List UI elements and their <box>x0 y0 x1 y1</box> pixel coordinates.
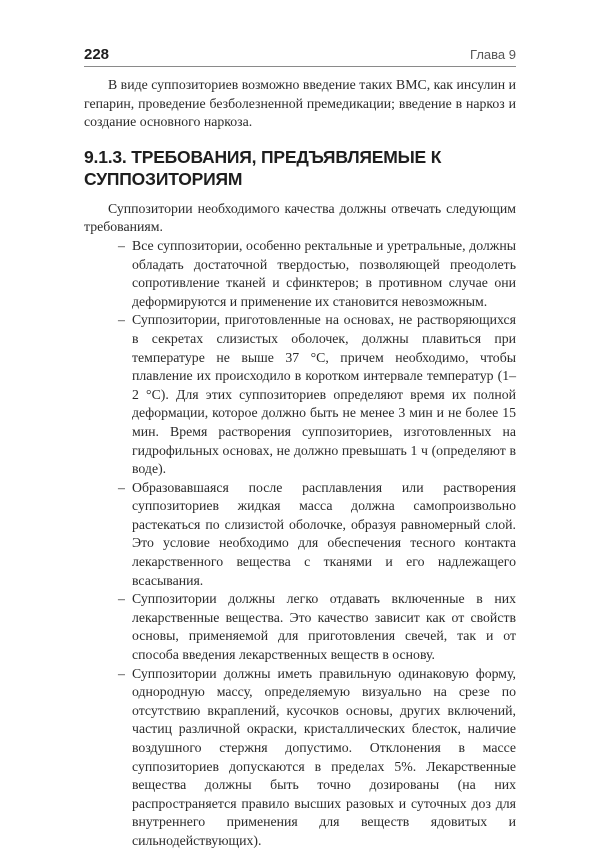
dash-bullet: – <box>118 237 125 253</box>
list-item-text: Все суппозитории, особенно ректальные и уретральные, должны обладать достаточной твердостью, позволяющей преодолеть сопротивление тканей и сфинктеров; в противном случае они деформируются и применение их становится невозможным. <box>132 237 516 309</box>
list-item <box>84 665 516 851</box>
intro-paragraph: В виде суппозиториев возможно введение таких ВМС, как инсулин и гепарин, проведение безболезненной премедикации; введение в наркоз и создание основного наркоза. <box>84 77 516 130</box>
header-rule <box>84 66 516 67</box>
page-body <box>84 76 516 851</box>
running-header <box>84 46 516 66</box>
section-lead-paragraph: Суппозитории необходимого качества должны отвечать следующим требованиям. <box>84 200 516 235</box>
list-item <box>84 479 516 591</box>
dash-bullet: – <box>118 479 125 495</box>
page-number: 228 <box>84 46 110 63</box>
list-item <box>84 311 516 478</box>
chapter-label: Глава 9 <box>470 47 516 62</box>
list-item <box>84 237 516 311</box>
list-item-text: Суппозитории, приготовленные на основах, не растворяющихся в секретах слизистых оболочек, должны плавиться при температуре не выше 37 °С, причем необходимо, чтобы плавление их происходило в коротком интервале температур (1–2 °С). Для этих суппозиториев определяют время их полной деформации, которое должно быть не менее 3 мин и не более 15 мин. Время растворения суппозиториев, изготовленных на гидрофильных основах, не должно превышать 1 ч (определяют в воде). <box>132 312 516 477</box>
list-item-text: Суппозитории должны легко отдавать включенные в них лекарственные вещества. Это качество зависит как от свойств основы, применяемой для приготовления свечей, так и от способа введения лекарственных веществ в основу. <box>132 591 516 663</box>
dash-bullet: – <box>118 665 125 681</box>
dash-bullet: – <box>118 312 125 328</box>
section-heading: 9.1.3. ТРЕБОВАНИЯ, ПРЕДЪЯВЛЯЕМЫЕ К СУППОЗИТОРИЯМ <box>84 146 442 189</box>
list-item-text: Суппозитории должны иметь правильную одинаковую форму, однородную массу, определяемую визуально на срезе по отсутствию вкраплений, кусочков основы, других включений, частиц различной окраски, кристаллических блесток, наличие воздушного стержня допустимо. Отклонения в массе суппозиториев допускаются в пределах 5%. Лекарственные вещества должны быть точно дозированы (на них распространяется правило высших разовых и суточных доз для внутреннего применения для веществ ядовитых и сильнодействующих). <box>132 665 516 848</box>
dash-bullet: – <box>118 591 125 607</box>
list-item <box>84 590 516 664</box>
requirements-list <box>84 237 516 851</box>
list-item-text: Образовавшаяся после расплавления или растворения суппозиториев жидкая масса должна самопроизвольно растекаться по слизистой оболочке, образуя равномерный слой. Это условие необходимо для обеспечения тесного контакта лекарственного вещества с тканями и его надлежащего всасывания. <box>132 479 516 588</box>
